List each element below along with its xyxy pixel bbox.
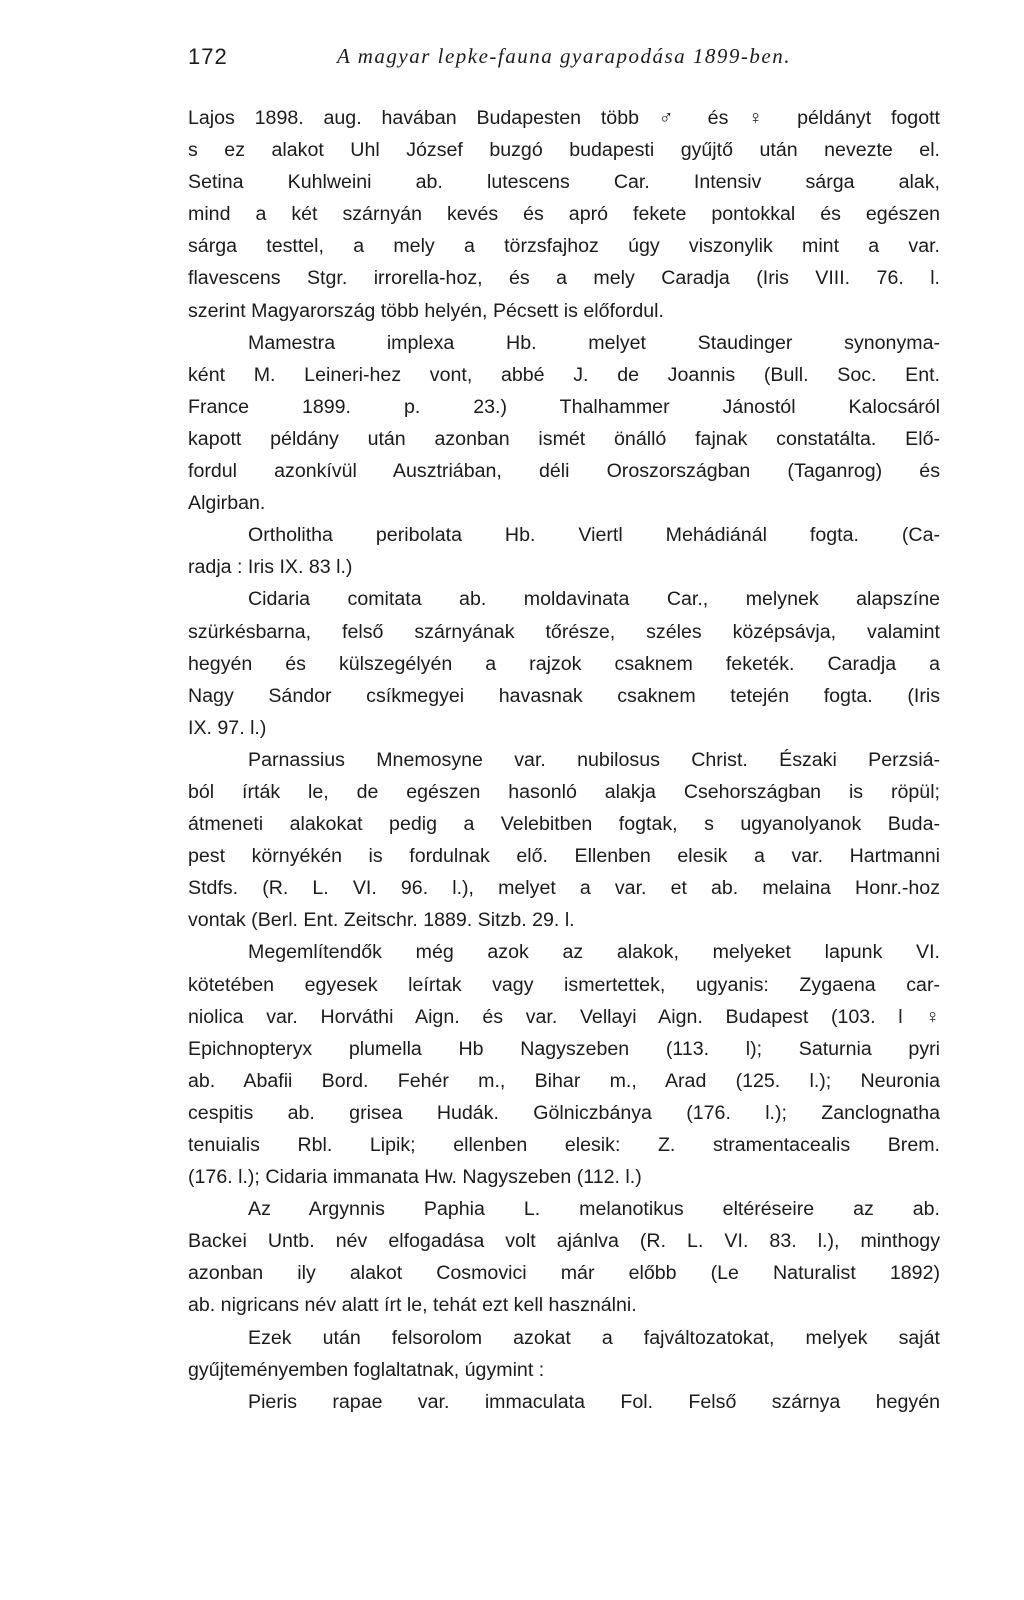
text-line: mind a két szárnyán kevés és apró fekete pontokkal és egészen [188,203,940,226]
text-line: Cidaria comitata ab. moldavinata Car., melynek alapszíne [248,588,940,611]
text-line: Ezek után felsorolom azokat a fajváltozatokat, melyek saját [248,1326,940,1349]
body-text [188,102,940,1418]
text-line: Mamestra implexa Hb. melyet Staudinger synonyma- [248,331,940,354]
text-line: pest környékén is fordulnak elő. Ellenben elesik a var. Hartmanni [188,845,940,868]
text-line: IX. 97. l.) [188,716,267,739]
text-line: fordul azonkívül Ausztriában, déli Oroszországban (Taganrog) és [188,460,940,483]
text-line: France 1899. p. 23.) Thalhammer Jánostól Kalocsáról [188,395,940,418]
text-line: Algirban. [188,492,266,515]
text-line: Megemlítendők még azok az alakok, melyeket lapunk VI. [248,941,940,964]
text-line: sárga testtel, a mely a törzsfajhoz úgy viszonylik mint a var. [188,235,940,258]
text-line: Az Argynnis Paphia L. melanotikus eltéréseire az ab. [248,1198,940,1221]
text-line: ból írták le, de egészen hasonló alakja Csehországban is röpül; [188,780,940,803]
text-line: Setina Kuhlweini ab. lutescens Car. Intensiv sárga alak, [188,171,940,194]
text-line: Epichnopteryx plumella Hb Nagyszeben (113. l); Saturnia pyri [188,1037,940,1060]
text-line: hegyén és külszegélyén a rajzok csaknem feketék. Caradja a [188,652,940,675]
text-line: szerint Magyarország több helyén, Pécsett is előfordul. [188,299,664,322]
text-line: Ortholitha peribolata Hb. Viertl Mehádiánál fogta. (Ca- [248,524,940,547]
text-line: kötetében egyesek leírtak vagy ismertettek, ugyanis: Zygaena car- [188,973,940,996]
text-line: tenuialis Rbl. Lipik; ellenben elesik: Z. stramentacealis Brem. [188,1134,940,1156]
text-line: Backei Untb. név elfogadása volt ajánlva (R. L. VI. 83. l.), minthogy [188,1230,940,1253]
page-header [188,44,940,80]
text-line: ként M. Leineri-hez vont, abbé J. de Joannis (Bull. Soc. Ent. [188,363,940,386]
text-line: kapott példány után azonban ismét önálló fajnak constatálta. Elő- [188,427,940,450]
text-line: vontak (Berl. Ent. Zeitschr. 1889. Sitzb. 29. l. [188,909,575,932]
running-title: A magyar lepke-fauna gyarapodása 1899-ben. [337,44,791,68]
text-line: ab. Abafii Bord. Fehér m., Bihar m., Arad (125. l.); Neuronia [188,1069,940,1092]
text-line: átmeneti alakokat pedig a Velebitben fogtak, s ugyanolyanok Buda- [188,813,940,836]
text-line: cespitis ab. grisea Hudák. Gölniczbánya (176. l.); Zanclognatha [188,1101,940,1124]
page-number: 172 [188,44,228,69]
text-line: Parnassius Mnemosyne var. nubilosus Christ. Északi Perzsiá- [248,748,940,771]
text-line: radja : Iris IX. 83 l.) [188,556,353,579]
text-line: ab. nigricans név alatt írt le, tehát ezt kell használni. [188,1294,637,1317]
text-line: azonban ily alakot Cosmovici már előbb (Le Naturalist 1892) [188,1262,940,1285]
text-line: flavescens Stgr. irrorella-hoz, és a mely Caradja (Iris VIII. 76. l. [188,267,940,290]
text-line: (176. l.); Cidaria immanata Hw. Nagyszeben (112. l.) [188,1166,642,1189]
text-line: Pieris rapae var. immaculata Fol. Felső szárnya hegyén [248,1390,940,1413]
text-line: gyűjteményemben foglaltatnak, úgymint : [188,1358,545,1381]
text-line: Stdfs. (R. L. VI. 96. l.), melyet a var. et ab. melaina Honr.-hoz [188,877,940,900]
text-line: niolica var. Horváthi Aign. és var. Vellayi Aign. Budapest (103. l ♀ [188,1005,940,1028]
text-line: Lajos 1898. aug. havában Budapesten több ♂ és ♀ példányt fogott [188,107,940,129]
text-line: Nagy Sándor csíkmegyei havasnak csaknem tetején fogta. (Iris [188,684,940,707]
text-line: szürkésbarna, felső szárnyának tőrésze, széles középsávja, valamint [188,620,940,643]
text-line: s ez alakot Uhl József buzgó budapesti gyűjtő után nevezte el. [188,139,940,162]
